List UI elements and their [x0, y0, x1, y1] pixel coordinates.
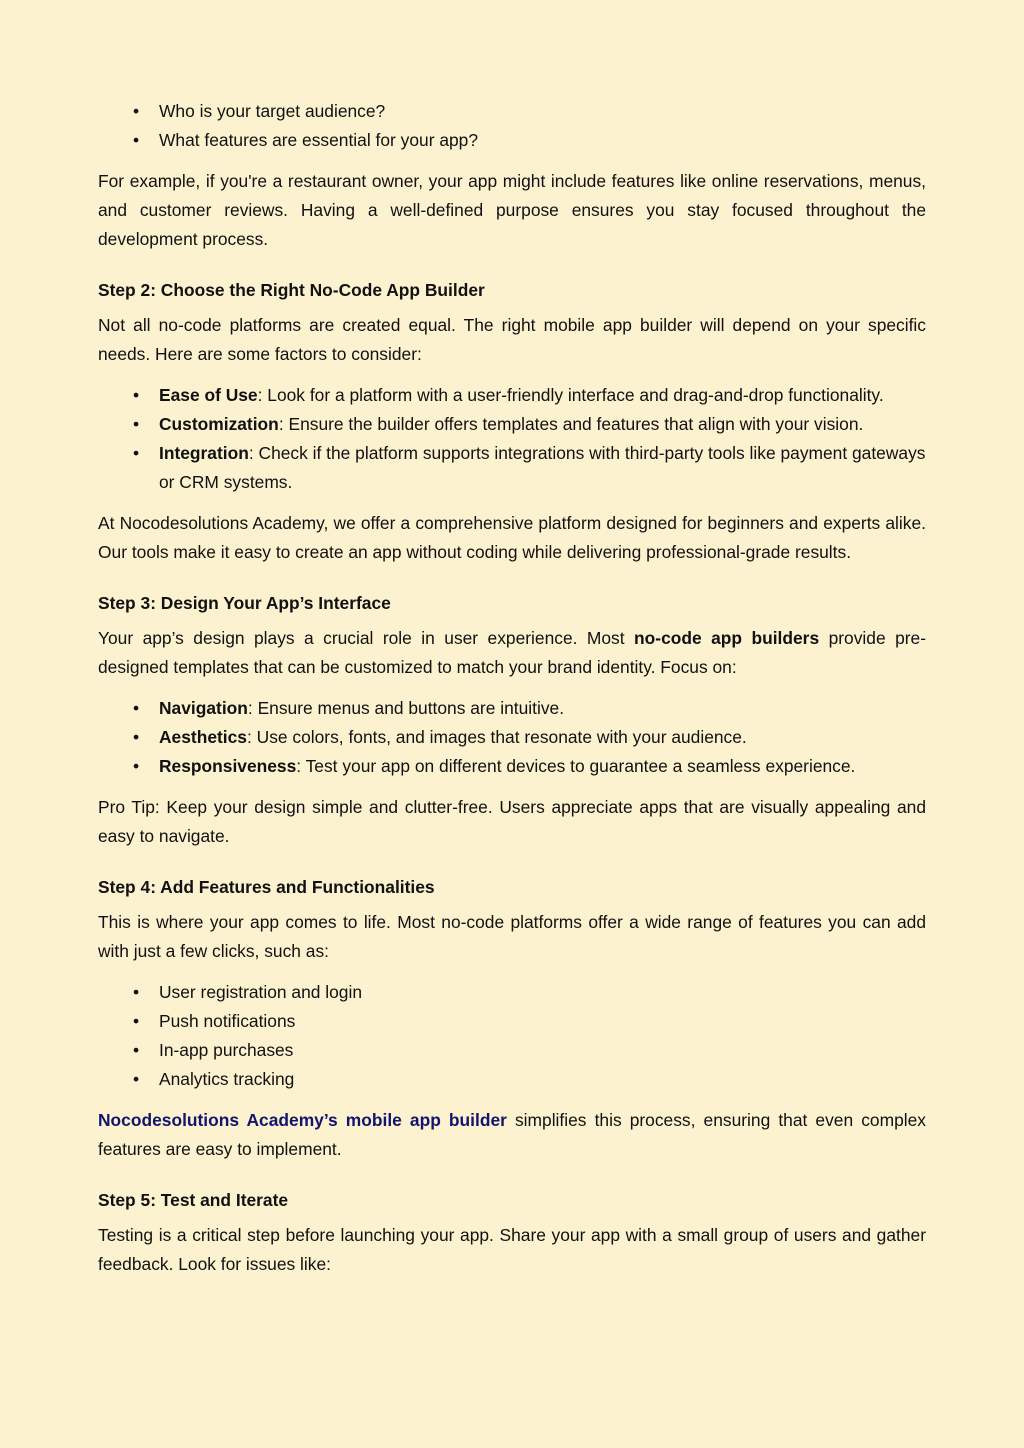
list-item: [159, 126, 926, 155]
step4-paragraph: This is where your app comes to life. Most no-code platforms offer a wide range of features you can add with just a few clicks, such as:: [98, 912, 926, 961]
step3-heading: Step 3: Design Your App’s Interface: [98, 593, 391, 613]
list-item: [159, 978, 926, 1007]
list-item-term: Ease of Use: [159, 385, 258, 405]
list-item-text: : Test your app on different devices to guarantee a seamless experience.: [296, 756, 856, 776]
list-item-text: Analytics tracking: [159, 1069, 295, 1089]
step2-heading: Step 2: Choose the Right No-Code App Builder: [98, 280, 485, 300]
step3-paragraph-text: provide pre-designed templates that can be customized to match your brand identity. Focus on:: [98, 628, 926, 677]
step4-heading: Step 4: Add Features and Functionalities: [98, 877, 435, 897]
intro-bullet-list: [98, 97, 926, 155]
list-item: [159, 410, 926, 439]
step4-closing-text: simplifies this process, ensuring that even complex features are easy to implement.: [98, 1110, 926, 1159]
list-item: [159, 381, 926, 410]
list-item: [159, 1007, 926, 1036]
step3-pro-tip: Pro Tip: Keep your design simple and clutter-free. Users appreciate apps that are visually appealing and easy to navigate.: [98, 797, 926, 846]
step5-paragraph: Testing is a critical step before launching your app. Share your app with a small group of users and gather feedback. Look for issues like:: [98, 1225, 926, 1274]
list-item-text: Push notifications: [159, 1011, 296, 1031]
list-item-text: : Ensure menus and buttons are intuitive.: [247, 698, 565, 718]
list-item: [159, 752, 926, 781]
list-item: [159, 97, 926, 126]
list-item-text: : Check if the platform supports integrations with third-party tools like payment gateways or CRM systems.: [159, 443, 926, 492]
step3-paragraph-text: Your app’s design plays a crucial role in user experience. Most: [98, 628, 635, 648]
list-item-text: : Use colors, fonts, and images that resonate with your audience.: [246, 727, 747, 747]
list-item: [159, 1036, 926, 1065]
list-item-text: In-app purchases: [159, 1040, 294, 1060]
academy-app-builder-link[interactable]: Nocodesolutions Academy’s mobile app builder: [98, 1110, 507, 1130]
list-item: [159, 439, 926, 497]
step4-feature-list: [98, 978, 926, 1094]
list-item-term: Aesthetics: [159, 727, 247, 747]
intro-paragraph: For example, if you're a restaurant owner, your app might include features like online reservations, menus, and customer reviews. Having a well-defined purpose ensures you stay focused throughout the development process.: [98, 171, 926, 249]
step2-paragraph: Not all no-code platforms are created equal. The right mobile app builder will depend on your specific needs. Here are some factors to consider:: [98, 315, 926, 364]
list-item-text: : Look for a platform with a user-friendly interface and drag-and-drop functionality.: [257, 385, 884, 405]
step2-factor-list: [98, 381, 926, 497]
list-item-text: : Ensure the builder offers templates and features that align with your vision.: [278, 414, 864, 434]
list-item-text: What features are essential for your app?: [159, 130, 479, 150]
step3-paragraph-bold: no-code app builders: [634, 628, 820, 648]
list-item-term: Integration: [159, 443, 249, 463]
list-item-term: Navigation: [159, 698, 248, 718]
list-item-text: Who is your target audience?: [159, 101, 386, 121]
list-item: [159, 694, 926, 723]
step3-paragraph: [98, 624, 926, 682]
step3-focus-list: [98, 694, 926, 781]
step4-closing-paragraph: [98, 1106, 926, 1164]
step2-closing-paragraph: At Nocodesolutions Academy, we offer a comprehensive platform designed for beginners and experts alike. Our tools make it easy to create an app without coding while delivering professional-grade results.: [98, 513, 926, 562]
step5-heading: Step 5: Test and Iterate: [98, 1190, 289, 1210]
list-item-term: Customization: [159, 414, 279, 434]
list-item-term: Responsiveness: [159, 756, 297, 776]
list-item: [159, 1065, 926, 1094]
list-item: [159, 723, 926, 752]
list-item-text: User registration and login: [159, 982, 362, 1002]
